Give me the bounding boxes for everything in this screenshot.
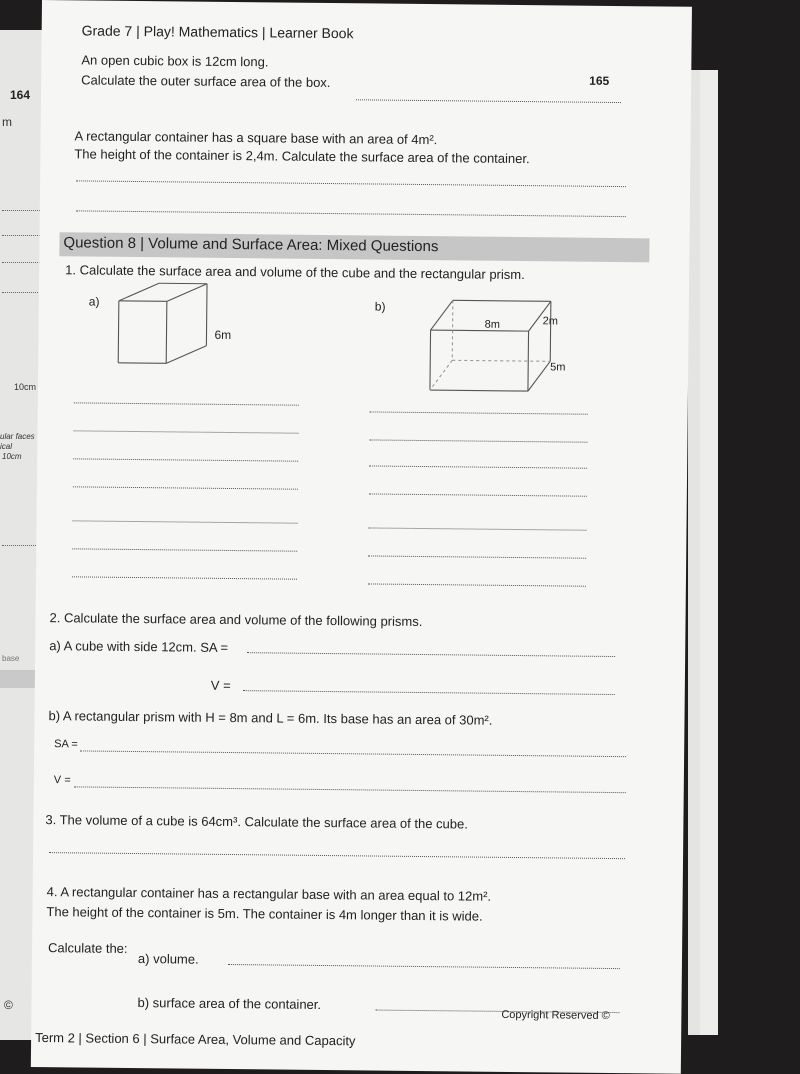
header-title: Grade 7 | Play! Mathematics | Learner Book bbox=[81, 22, 354, 42]
right-page bbox=[31, 0, 692, 1074]
answer-line bbox=[74, 786, 626, 793]
answer-line bbox=[73, 520, 298, 523]
left-dotted-line bbox=[2, 235, 42, 236]
q4-line2: The height of the container is 5m. The container is 4m longer than it is wide. bbox=[46, 904, 483, 924]
answer-line bbox=[368, 527, 586, 530]
answer-line bbox=[247, 652, 615, 657]
answer-line bbox=[370, 411, 588, 414]
answer-line bbox=[76, 210, 626, 217]
left-fragment-10cm-2: 10cm bbox=[2, 452, 22, 461]
answer-line bbox=[368, 555, 586, 558]
answer-line bbox=[369, 439, 587, 442]
left-page-number: 164 bbox=[10, 88, 31, 102]
left-dotted-line bbox=[2, 262, 42, 263]
answer-line bbox=[76, 180, 626, 187]
q2-instruction: 2. Calculate the surface area and volume of the following prisms. bbox=[49, 610, 423, 630]
right-page-number: 165 bbox=[589, 73, 610, 88]
left-fragment-copyright: © bbox=[4, 998, 13, 1012]
answer-line bbox=[73, 430, 298, 433]
left-fragment-faces: ular faces bbox=[0, 432, 35, 441]
answer-line bbox=[368, 583, 586, 586]
left-fragment-base: base bbox=[2, 654, 20, 663]
section-heading: Question 8 | Volume and Surface Area: Mixed Questions bbox=[63, 234, 439, 256]
footer-section: Term 2 | Section 6 | Surface Area, Volume and Capacity bbox=[35, 1029, 356, 1049]
left-dotted-line bbox=[2, 292, 42, 293]
prism-width-label: 2m bbox=[542, 315, 559, 328]
q2-b-volume-label: V = bbox=[53, 774, 71, 787]
q1-part-b-label: b) bbox=[374, 299, 386, 314]
q2-a-text: a) A cube with side 12cm. SA = bbox=[49, 638, 229, 655]
answer-line bbox=[356, 99, 621, 103]
q4-a-label: a) volume. bbox=[137, 951, 199, 967]
prism-height-label: 5m bbox=[550, 361, 566, 374]
answer-line bbox=[228, 964, 620, 969]
answer-line bbox=[73, 458, 298, 461]
q4-calculate-label: Calculate the: bbox=[47, 940, 128, 956]
answer-line bbox=[73, 486, 298, 489]
answer-line bbox=[72, 576, 297, 579]
top-question-2-line2: The height of the container is 2,4m. Calculate the surface area of the container. bbox=[74, 146, 530, 167]
answer-line bbox=[369, 465, 587, 468]
cube-dimension-label: 6m bbox=[214, 327, 232, 342]
footer-copyright: Copyright Reserved © bbox=[501, 1008, 610, 1023]
q2-b-text: b) A rectangular prism with H = 8m and L = 6m. Its base has an area of 30m². bbox=[48, 708, 493, 728]
q2-a-volume-label: V = bbox=[210, 677, 231, 694]
answer-line bbox=[369, 493, 587, 496]
q2-b-sa-label: SA = bbox=[54, 738, 78, 751]
cube-diagram bbox=[118, 283, 219, 374]
left-fragment-m: m bbox=[2, 115, 12, 129]
left-fragment-10cm: 10cm bbox=[14, 382, 37, 392]
q1-part-a-label: a) bbox=[88, 294, 100, 309]
q3-text: 3. The volume of a cube is 64cm³. Calculate the surface area of the cube. bbox=[45, 812, 468, 832]
top-question-1-line2: Calculate the outer surface area of the box. bbox=[81, 72, 331, 91]
left-fragment-ical: ical bbox=[0, 442, 13, 451]
answer-line bbox=[243, 690, 615, 695]
answer-line bbox=[72, 548, 297, 551]
answer-line bbox=[49, 852, 625, 859]
q1-instruction: 1. Calculate the surface area and volume of the cube and the rectangular prism. bbox=[65, 262, 525, 283]
page-edge bbox=[688, 70, 700, 1035]
rectangular-prism-diagram bbox=[430, 300, 561, 396]
page-edge bbox=[700, 70, 718, 1035]
q4-b-label: b) surface area of the container. bbox=[137, 995, 322, 1012]
left-dotted-line bbox=[2, 210, 42, 211]
top-question-1-line1: An open cubic box is 12cm long. bbox=[81, 52, 269, 70]
answer-line bbox=[74, 402, 299, 405]
prism-length-label: 8m bbox=[484, 318, 500, 331]
q4-line1: 4. A rectangular container has a rectangular base with an area equal to 12m². bbox=[46, 884, 492, 904]
answer-line bbox=[80, 750, 626, 757]
top-question-2-line1: A rectangular container has a square base with an area of 4m². bbox=[74, 128, 438, 148]
